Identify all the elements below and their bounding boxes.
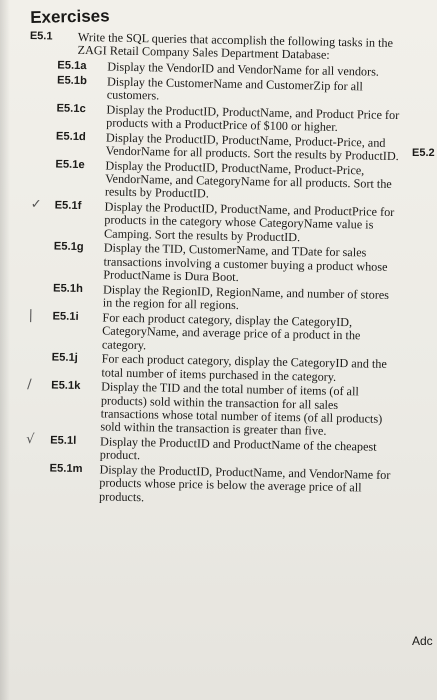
exercise-intro [30,30,405,63]
exercise-item-number: E5.1c [56,102,86,115]
exercise-item [25,240,401,287]
exercise-item-number: E5.1e [55,158,85,171]
spine-shadow [0,0,10,700]
exercise-item-number: E5.1g [53,240,84,254]
exercise-item [21,462,397,509]
exercise-item [26,199,402,246]
exercise-item-number: E5.1b [56,74,88,87]
handwritten-mark: √ [25,432,35,448]
exercise-intro-text: Write the SQL queries that accomplish the following tasks in the ZAGI Retail Company Sales Department Database: [77,29,394,62]
section-heading: Exercises [30,6,110,27]
exercise-item [22,379,398,440]
exercise-item-text: For each product category, display the CategoryID, CategoryName, and average price of a product in the category. [101,310,361,352]
next-exercise-label: E5.2 [412,147,435,159]
exercise-item-number: E5.1d [55,130,86,143]
exercise-content [21,30,405,511]
exercise-item-number: E5.1f [54,199,82,213]
margin-text-fragment: Adc [412,634,433,648]
exercise-item-text: Display the RegionID, RegionName, and number of stores in the region for all regions. [102,282,390,313]
exercise-item-number: E5.1a [57,59,87,73]
exercise-item-text: Display the ProductID, ProductName, and VendorName for products whose price is below the average price of all products. [98,462,391,505]
exercise-item-text: Display the ProductID, ProductName, Product-Price, VendorName, and CategoryName for all products. Sort the results by ProductID. [104,158,392,201]
exercise-item-text: Display the ProductID, ProductName, and ProductPrice for products in the category whose CategoryName value is Camping. Sort the results by ProductID. [103,199,395,245]
exercise-item-number: E5.1l [50,434,77,447]
exercise-item-text: Display the TID, CustomerName, and TDate for sales transactions involving a customer buying a product whose ProductName is Dura Boot. [103,240,388,285]
handwritten-mark: ✓ [30,197,42,213]
exercise-item-number: E5.1h [52,282,84,295]
exercise-item-text: Display the ProductID and ProductName of the cheapest product. [99,434,377,463]
exercise-item-number: E5.1j [51,351,78,365]
exercise-item-text: Display the VendorID and VendorName for all vendors. [107,59,380,79]
exercise-item [27,158,403,205]
exercise-number: E5.1 [29,30,53,43]
exercise-item-number: E5.1i [52,310,79,323]
exercise-item-number: E5.1m [49,462,83,476]
exercise-item-text: Display the CustomerName and CustomerZip for all customers. [106,74,364,103]
exercise-item-text: For each product category, display the CategoryID and the total number of items purchased in the category. [101,351,387,384]
exercise-item-text: Display the ProductID, ProductName, and Product Price for products with a ProductPrice of $100 or higher. [106,102,400,134]
exercise-item-number: E5.1k [51,379,81,393]
exercise-item [24,307,400,357]
exercise-item-text: Display the ProductID, ProductName, Product-Price, and VendorName for all products. Sort the results by ProductID. [105,130,399,164]
exercise-item-text: Display the TID and the total number of items (of all products) sold within the transaction for all sales transactions whose total number of items (of all products) sold within the transaction is greater than five. [100,379,383,439]
handwritten-mark: / [27,377,32,393]
handwritten-mark: | [28,307,34,323]
